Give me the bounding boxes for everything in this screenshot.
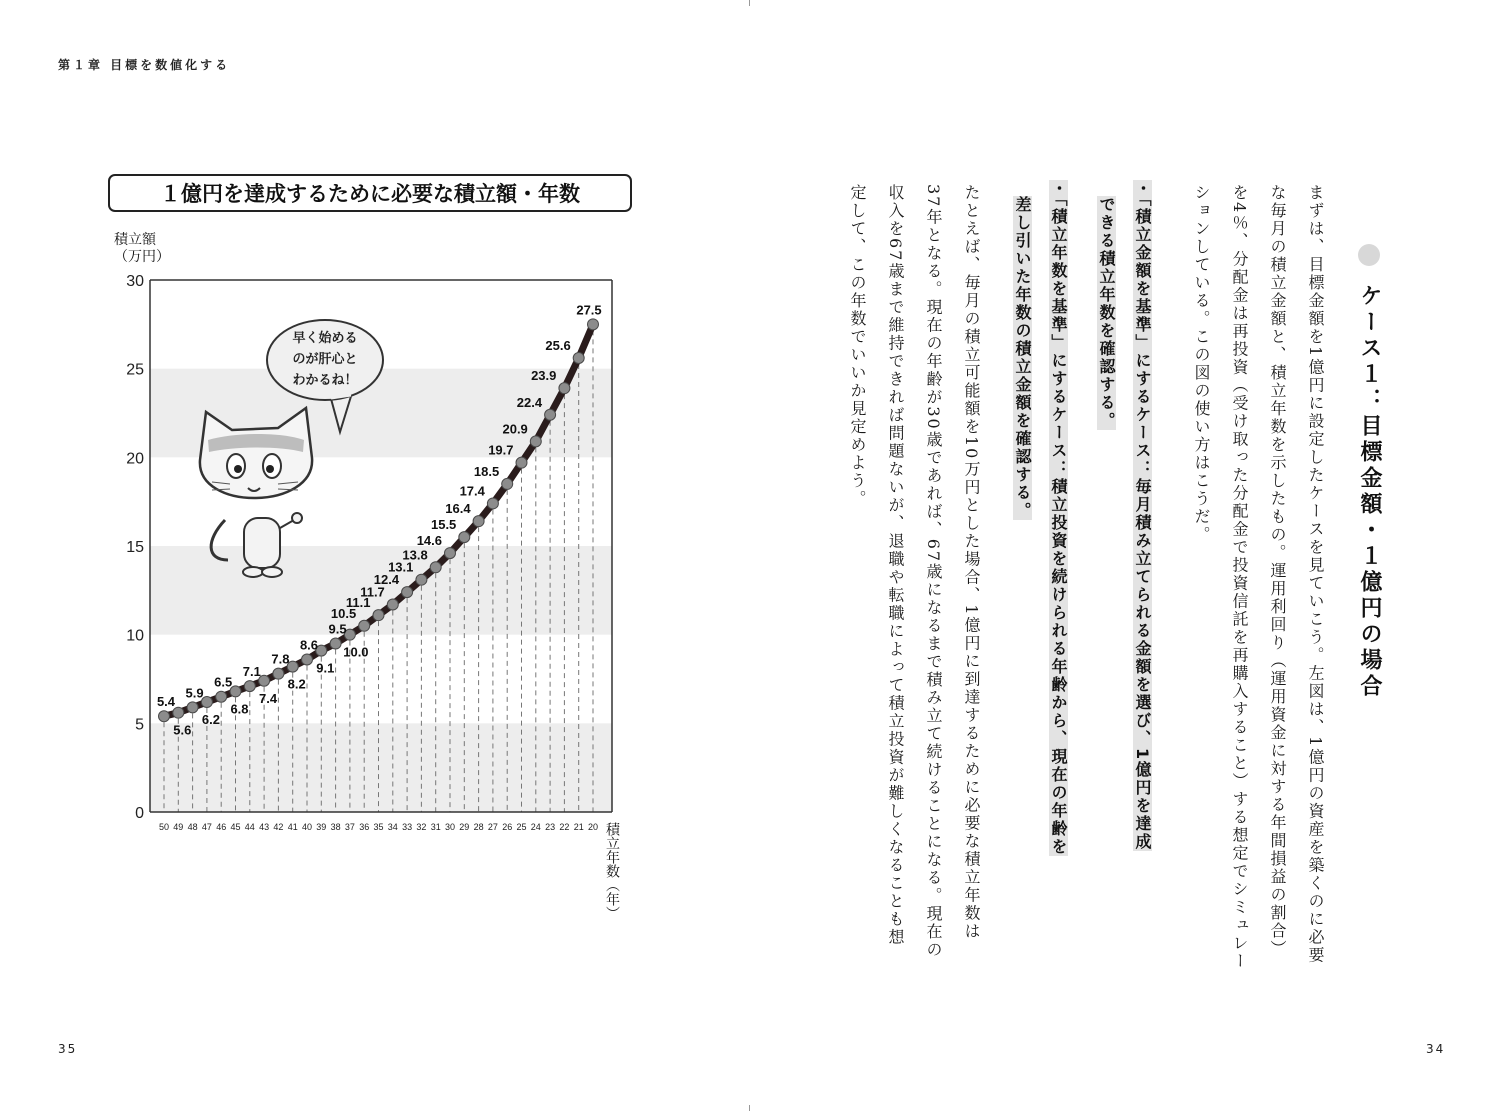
x-tick-label: 22	[559, 822, 570, 832]
x-tick-label: 40	[301, 822, 313, 832]
x-tick-label: 42	[273, 822, 284, 832]
x-tick-label: 34	[387, 822, 398, 832]
bullet-item-years	[1004, 180, 1076, 970]
x-tick-label: 44	[244, 822, 255, 832]
data-label: 25.6	[545, 338, 571, 354]
y-tick-label: 5	[135, 716, 144, 734]
cat-right-pupil	[266, 465, 274, 473]
y-tick-label: 20	[126, 450, 144, 468]
x-tick-label: 29	[459, 822, 470, 832]
savings-chart	[0, 0, 640, 870]
page-number-right: 34	[1426, 1042, 1446, 1056]
data-label: 8.2	[287, 676, 306, 692]
data-point	[373, 610, 384, 621]
y-tick-label: 15	[126, 539, 144, 556]
y-axis-label-line1: 積立額	[114, 232, 156, 248]
speech-bubble-line1: 早く始める	[292, 331, 358, 346]
data-label: 6.8	[230, 701, 249, 717]
data-label: 11.1	[345, 595, 371, 611]
data-point	[159, 711, 170, 722]
data-point	[530, 436, 541, 447]
x-tick-label: 49	[173, 822, 184, 832]
data-label: 13.1	[388, 559, 414, 575]
chapter-header: 第１章 目標を数値化する	[58, 58, 231, 72]
data-label: 5.9	[185, 685, 204, 701]
data-point	[487, 498, 498, 509]
data-label: 5.6	[173, 722, 192, 738]
cat-paw	[292, 513, 302, 523]
y-tick-label: 30	[126, 273, 144, 290]
y-tick-label: 10	[126, 627, 144, 645]
data-label: 22.4	[516, 394, 543, 410]
data-label: 23.9	[531, 368, 557, 384]
data-label: 20.9	[502, 421, 528, 437]
data-label: 12.4	[373, 572, 400, 588]
example-paragraph: たとえば、毎月の積立可能額を10万円とした場合、1億円に到達するために必要な積立年数は37年となる。現在の年齢が30歳であれば、67歳になるまで積み立て続けることになる。現在の収入を67歳まで維持できれば問題ないが、退職や転職によって積立投資が難しくなることも想定して、この年数でいいか見定めよう。	[848, 184, 981, 960]
data-label: 9.1	[316, 660, 335, 676]
x-tick-label: 38	[330, 822, 341, 832]
data-point	[573, 353, 584, 364]
data-label: 10.0	[343, 644, 369, 660]
page-number-left: 35	[58, 1042, 78, 1056]
x-tick-label: 25	[516, 822, 527, 832]
x-tick-label: 30	[444, 822, 456, 832]
bullet-item-years-line1: ・「積立年数を基準」にするケース：積立投資を続けられる年齢から、現在の年齢を	[1049, 180, 1068, 856]
data-label: 11.7	[360, 584, 385, 600]
bullet-item-amount	[1088, 180, 1160, 970]
data-point	[216, 691, 227, 702]
data-point	[330, 638, 341, 649]
x-tick-label: 37	[344, 822, 355, 832]
y-tick-label: 0	[135, 805, 144, 822]
data-label: 27.5	[576, 302, 602, 318]
x-axis-label: 積立年数（年）	[604, 822, 620, 920]
x-tick-label: 23	[545, 822, 556, 832]
data-point	[244, 681, 255, 692]
heading-bullet-dot	[1358, 244, 1380, 266]
grid-band	[150, 723, 612, 812]
data-label: 6.5	[214, 674, 233, 690]
data-point	[559, 383, 570, 394]
x-tick-label: 31	[430, 822, 441, 832]
x-tick-label: 28	[473, 822, 484, 832]
bullet-item-years-line2: 差し引いた年数の積立金額を確認する。	[1013, 196, 1032, 520]
y-axis-label-line2: （万円）	[114, 249, 170, 265]
cat-arm	[280, 520, 294, 528]
cat-left-pupil	[234, 465, 242, 473]
x-tick-label: 20	[587, 822, 599, 832]
data-label: 7.1	[242, 664, 261, 680]
data-point	[445, 548, 456, 559]
data-point	[302, 654, 313, 665]
data-label: 8.6	[299, 637, 319, 653]
x-tick-label: 48	[187, 822, 198, 832]
x-tick-label: 47	[201, 822, 212, 832]
data-point	[359, 620, 370, 631]
data-label: 16.4	[445, 501, 471, 517]
x-tick-label: 26	[502, 822, 513, 832]
data-label: 18.5	[473, 463, 500, 479]
bullet-list	[992, 180, 1160, 970]
cat-right-foot	[262, 567, 282, 577]
data-label: 14.6	[416, 533, 442, 549]
x-tick-label: 21	[573, 822, 584, 832]
data-point	[459, 532, 470, 543]
bullet-item-amount-line2: できる積立年数を確認する。	[1097, 196, 1116, 430]
data-label: 6.2	[201, 712, 220, 728]
x-tick-label: 24	[530, 822, 541, 832]
x-tick-label: 33	[402, 822, 413, 832]
bullet-item-amount-line1: ・「積立金額を基準」にするケース：毎月積み立てられる金額を選び、1億円を達成	[1133, 180, 1152, 852]
data-label: 9.5	[328, 621, 347, 637]
section-heading: ケース１：目標金額・１億円の場合	[1357, 284, 1382, 700]
data-point	[588, 319, 599, 330]
speech-bubble-line2: のが肝心と	[292, 352, 358, 367]
x-tick-label: 32	[416, 822, 427, 832]
speech-bubble-line3: わかるね！	[292, 373, 358, 388]
data-label: 17.4	[459, 483, 485, 499]
data-label: 7.8	[271, 651, 290, 667]
x-tick-label: 43	[259, 822, 270, 832]
intro-paragraph: まずは、目標金額を1億円に設定したケースを見ていこう。左図は、1億円の資産を築くのに必要な毎月の積立金額と、積立年数を示したもの。運用利回り（運用資金に対する年間損益の割合）を4％、分配金は再投資（受け取った分配金で投資信託を再購入すること）する想定でシミュレーションしている。この図の使い方はこうだ。	[1192, 184, 1325, 971]
data-point	[473, 516, 484, 527]
x-tick-label: 41	[287, 822, 298, 832]
cat-left-foot	[243, 567, 263, 577]
data-label: 7.4	[259, 690, 278, 706]
data-label: 19.7	[488, 442, 514, 458]
data-label: 13.8	[402, 547, 428, 563]
figure-title-text: １億円を達成するために必要な積立額・年数	[160, 182, 580, 206]
x-tick-label: 35	[373, 822, 384, 832]
data-point	[387, 599, 398, 610]
crop-mark-top	[749, 0, 750, 6]
data-point	[430, 562, 441, 573]
data-point	[416, 574, 427, 585]
cat-body	[244, 518, 280, 568]
data-label: 15.5	[430, 517, 457, 533]
data-point	[187, 702, 198, 713]
x-tick-label: 45	[230, 822, 241, 832]
data-point	[502, 478, 513, 489]
x-tick-label: 39	[316, 822, 327, 832]
data-label: 10.5	[330, 605, 357, 621]
x-tick-label: 46	[216, 822, 227, 832]
data-point	[545, 409, 556, 420]
data-label: 5.4	[156, 694, 176, 710]
y-tick-label: 25	[126, 361, 144, 379]
x-tick-label: 50	[158, 822, 170, 832]
speech-bubble-text	[270, 328, 380, 391]
data-point	[516, 457, 527, 468]
crop-mark-bottom	[749, 1105, 750, 1111]
data-point	[402, 587, 413, 598]
x-tick-label: 36	[359, 822, 370, 832]
x-tick-label: 27	[487, 822, 498, 832]
data-point	[273, 668, 284, 679]
